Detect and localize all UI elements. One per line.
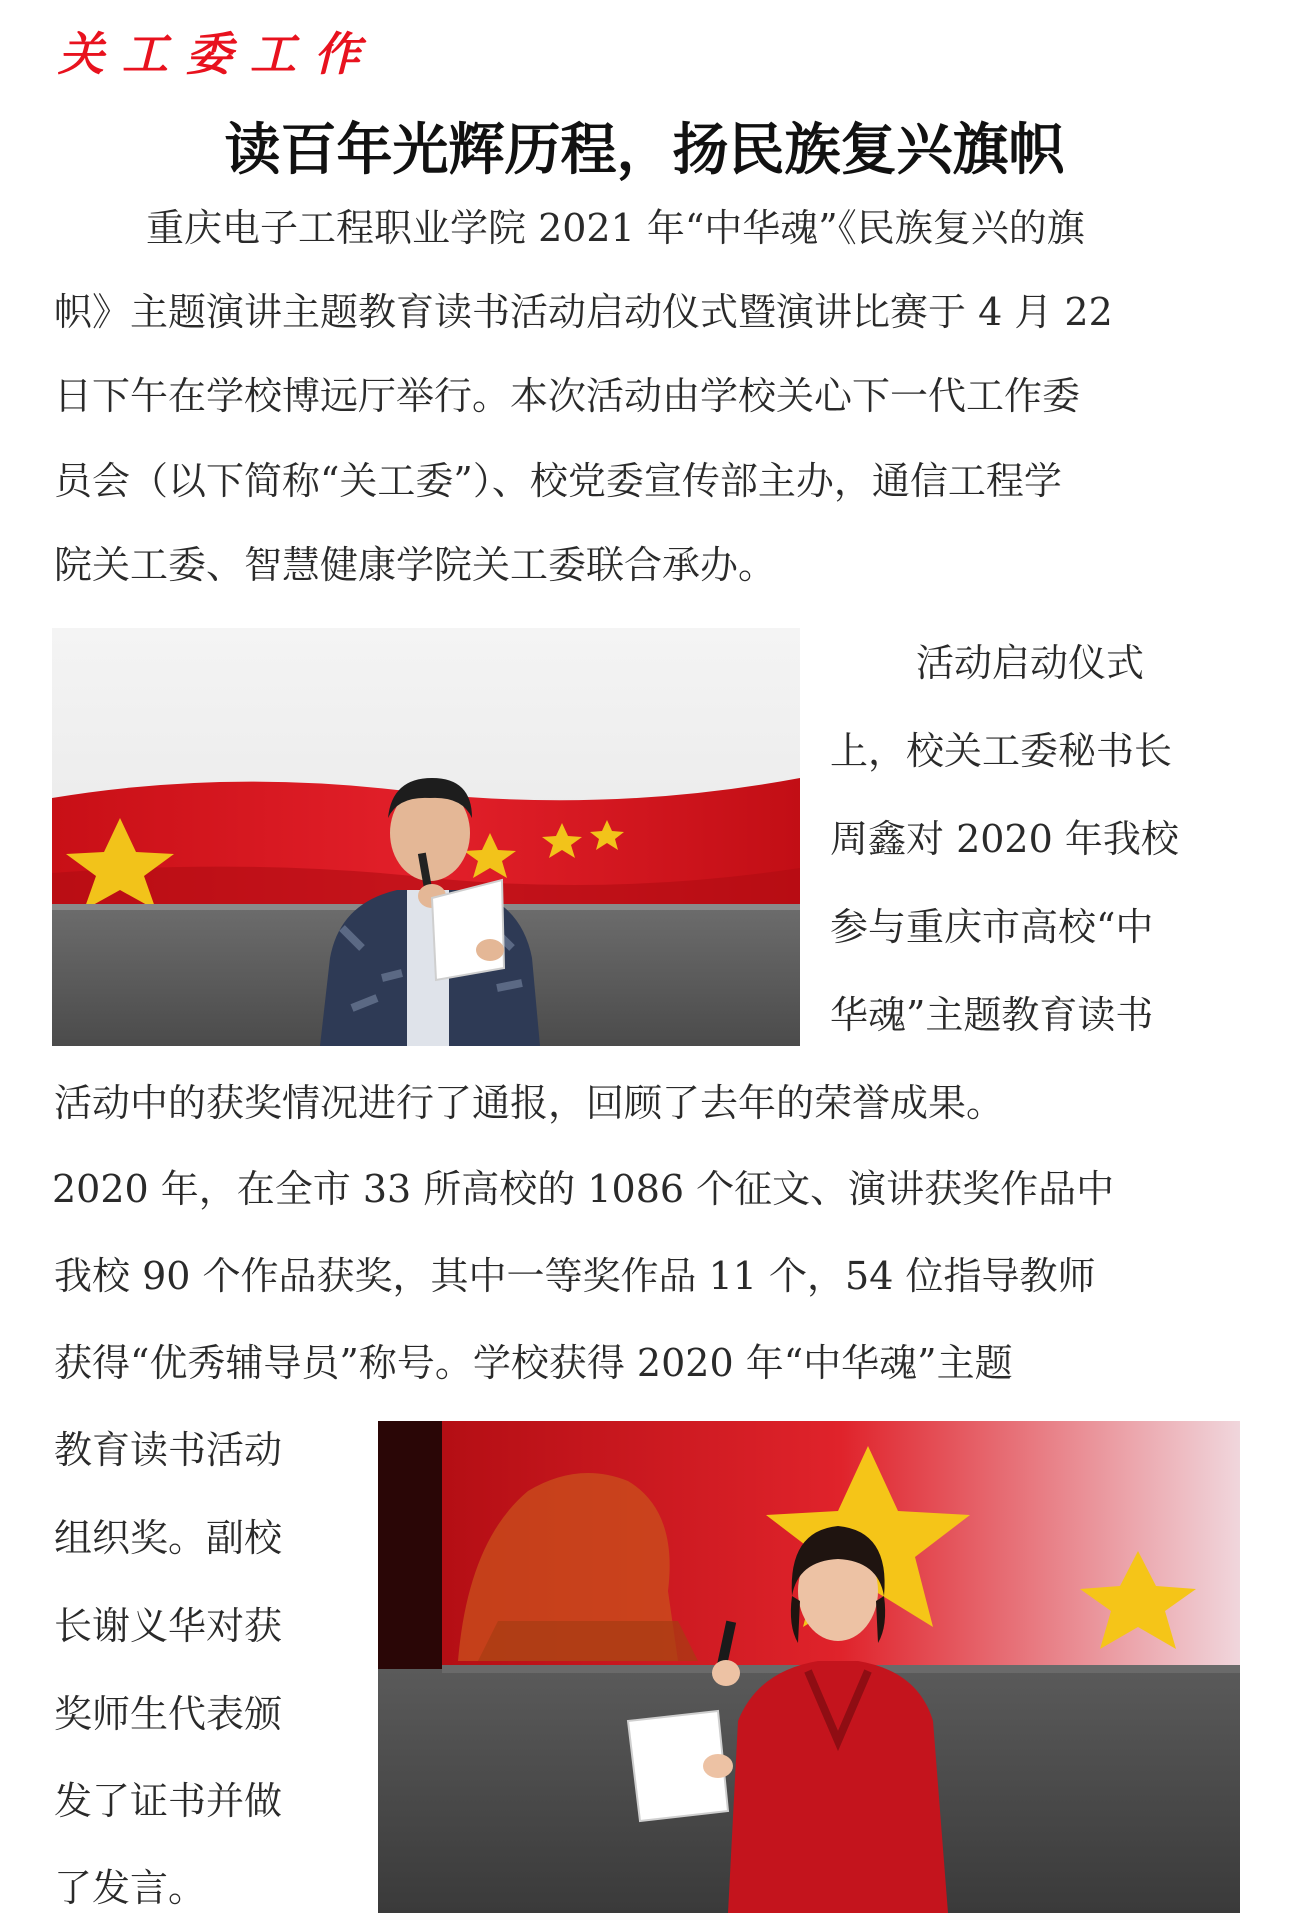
paragraph-2-beside-line: 活动启动仪式 xyxy=(916,641,1145,685)
paragraph-2-beside-2-line: 了发言。 xyxy=(54,1866,207,1910)
paragraph-2-beside-2-line: 奖师生代表颁 xyxy=(54,1692,283,1736)
paragraph-2-beside-2-line: 发了证书并做 xyxy=(54,1779,283,1823)
photo-male-speaker xyxy=(52,628,800,1046)
paragraph-1-line: 员会（以下简称“关工委”）、校党委宣传部主办，通信工程学 xyxy=(54,459,1062,503)
article-title: 读百年光辉历程，扬民族复兴旗帜 xyxy=(224,118,1065,183)
paragraph-2-beside-2-line: 长谢义华对获 xyxy=(54,1604,283,1648)
paragraph-2-beside-line: 参与重庆市高校“中 xyxy=(830,905,1154,949)
paragraph-2-beside-line: 上，校关工委秘书长 xyxy=(830,729,1173,773)
paragraph-1-line: 帜》主题演讲主题教育读书活动启动仪式暨演讲比赛于 4 月 22 xyxy=(54,290,1113,334)
paragraph-2-beside-line: 华魂”主题教育读书 xyxy=(830,993,1154,1037)
paragraph-2-beside-2-line: 组织奖。副校 xyxy=(54,1516,283,1560)
paragraph-2-line: 我校 90 个作品获奖，其中一等奖作品 11 个，54 位指导教师 xyxy=(54,1254,1096,1298)
paragraph-1-line: 重庆电子工程职业学院 2021 年“中华魂”《民族复兴的旗 xyxy=(146,206,1085,250)
paragraph-2-line: 获得“优秀辅导员”称号。学校获得 2020 年“中华魂”主题 xyxy=(54,1341,1013,1385)
paragraph-2-beside-line: 周鑫对 2020 年我校 xyxy=(830,817,1179,861)
paragraph-1-line: 日下午在学校博远厅举行。本次活动由学校关心下一代工作委 xyxy=(54,374,1081,418)
paragraph-1-line: 院关工委、智慧健康学院关工委联合承办。 xyxy=(54,543,777,587)
section-label: 关工委工作 xyxy=(58,27,378,81)
paragraph-2-line: 活动中的获奖情况进行了通报，回顾了去年的荣誉成果。 xyxy=(54,1081,1005,1125)
paragraph-2-beside-2-line: 教育读书活动 xyxy=(54,1428,283,1472)
paragraph-2-line: 2020 年，在全市 33 所高校的 1086 个征文、演讲获奖作品中 xyxy=(52,1167,1115,1211)
photo-female-speaker xyxy=(378,1421,1240,1913)
